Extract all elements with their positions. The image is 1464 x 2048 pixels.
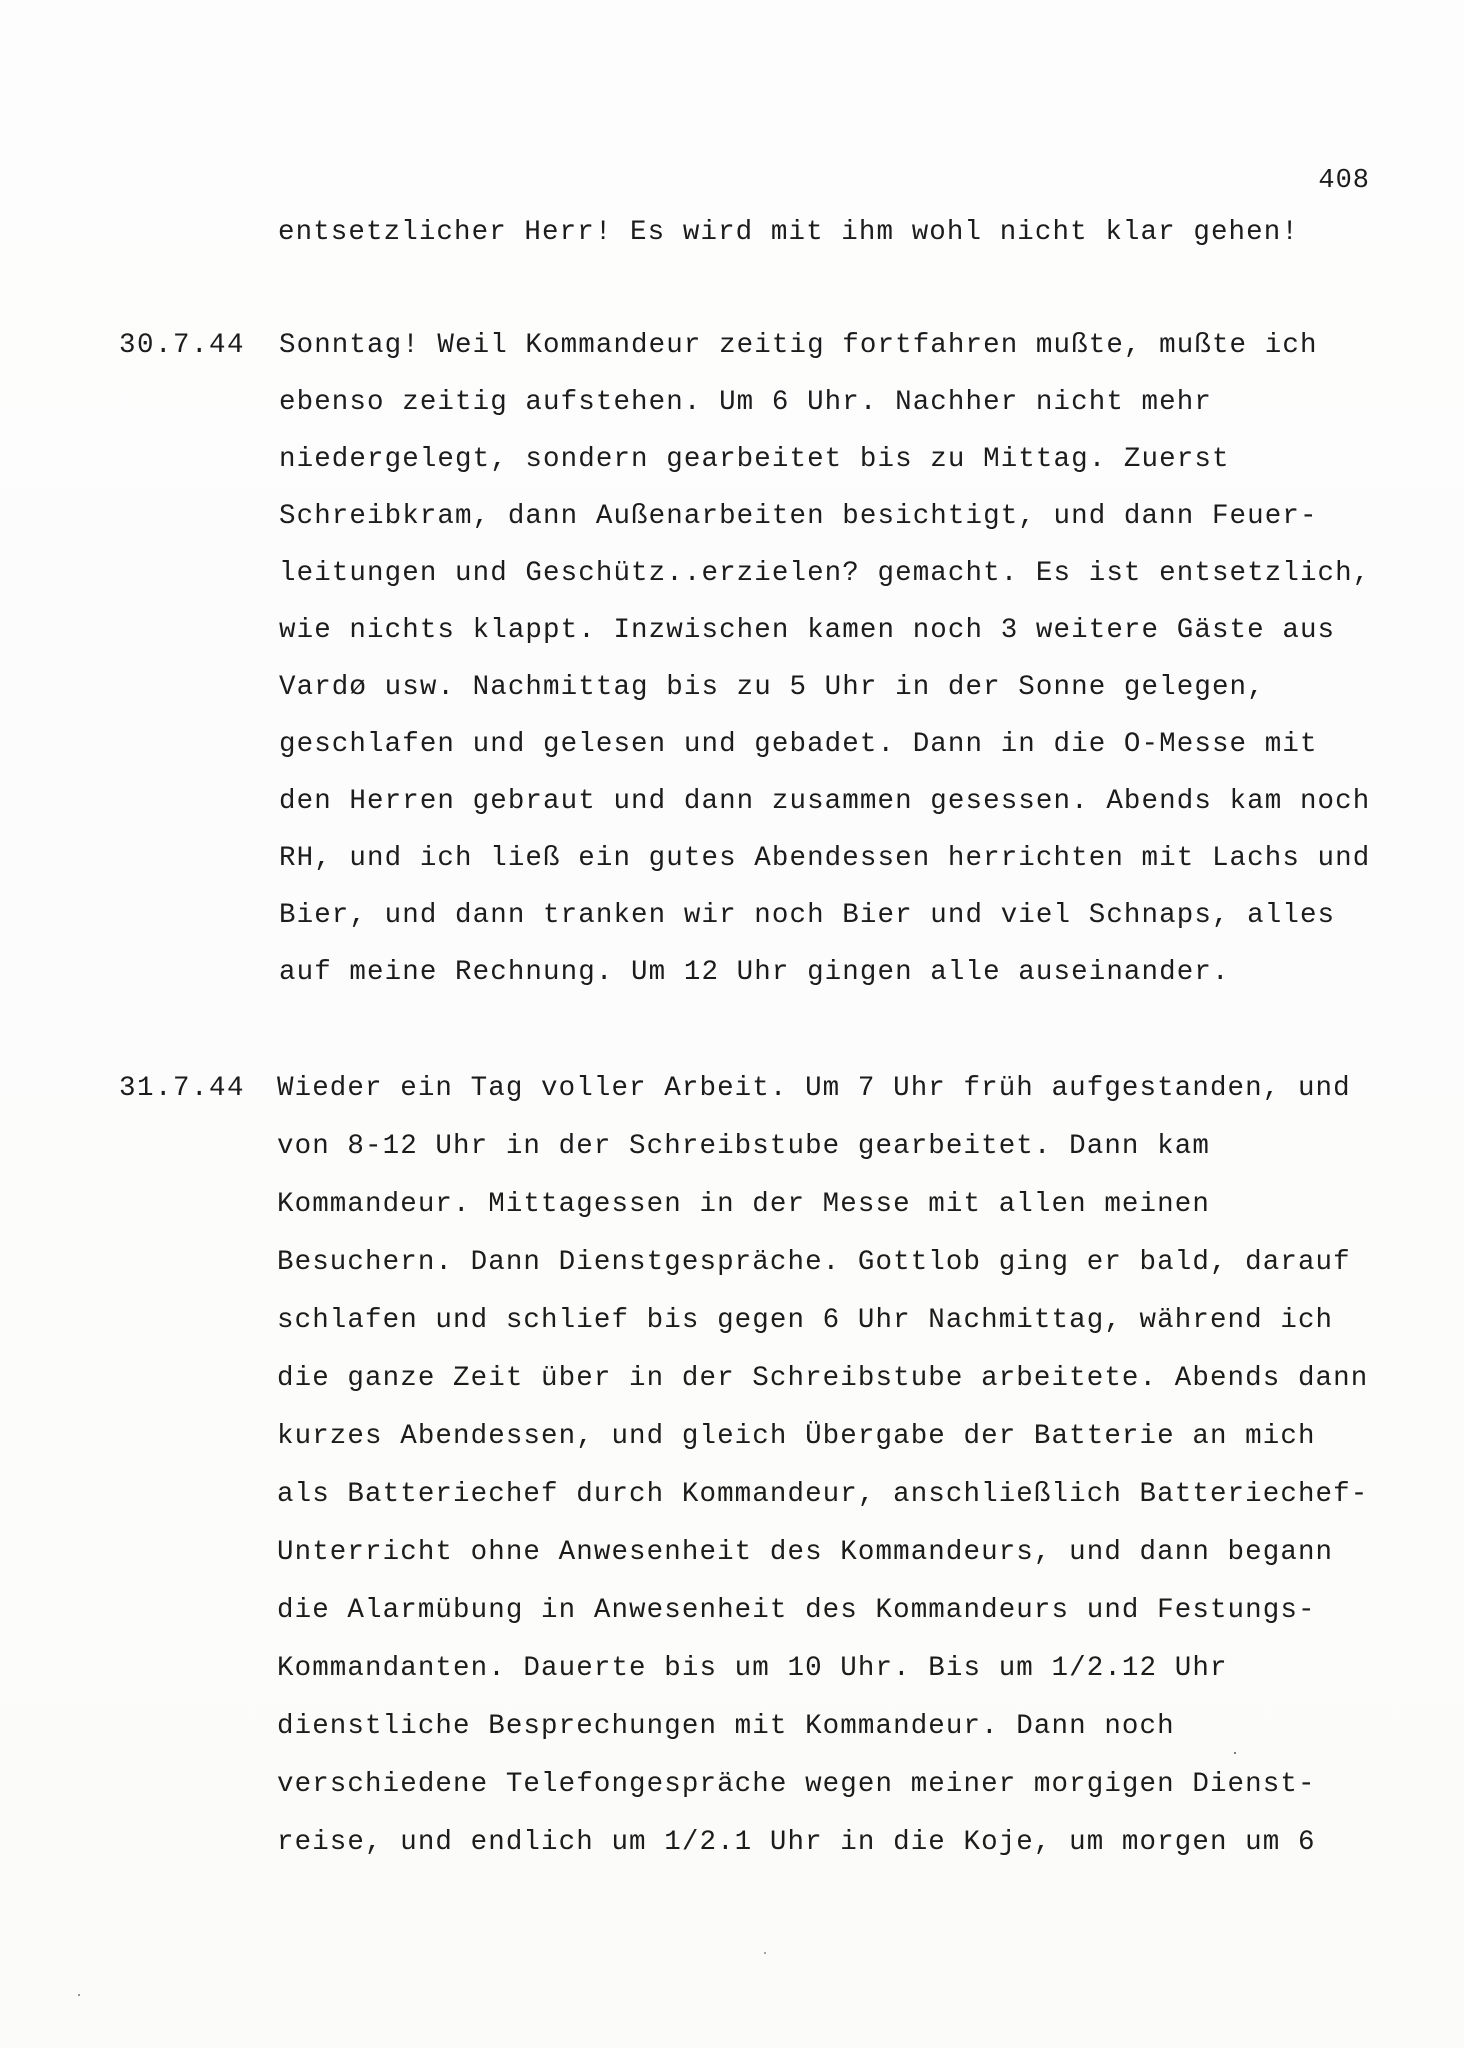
entry-2-line-7: kurzes Abendessen, und gleich Übergabe der Batterie an mich (277, 1421, 1316, 1452)
entry-2-line-14: reise, und endlich um 1/2.1 Uhr in die Koje, um morgen um 6 (277, 1827, 1316, 1858)
entry-1-line-5: leitungen und Geschütz..erzielen? gemacht. Es ist entsetzlich, (279, 558, 1371, 589)
entry-2-line-13: verschiedene Telefongespräche wegen meiner morgigen Dienst- (277, 1769, 1316, 1800)
entry-2-line-2: von 8-12 Uhr in der Schreibstube gearbeitet. Dann kam (277, 1131, 1210, 1162)
page-number: 408 (1318, 166, 1370, 196)
entry-2-line-4: Besuchern. Dann Dienstgespräche. Gottlob ging er bald, darauf (277, 1247, 1351, 1278)
entry-date-2: 31.7.44 (119, 1073, 246, 1104)
continuation-line: entsetzlicher Herr! Es wird mit ihm wohl nicht klar gehen! (278, 217, 1299, 248)
entry-2-line-1: Wieder ein Tag voller Arbeit. Um 7 Uhr früh aufgestanden, und (277, 1073, 1351, 1104)
entry-1-line-7: Vardø usw. Nachmittag bis zu 5 Uhr in der Sonne gelegen, (279, 672, 1265, 703)
entry-2-line-8: als Batteriechef durch Kommandeur, anschließlich Batteriechef- (277, 1479, 1369, 1510)
entry-1-line-10: RH, und ich ließ ein gutes Abendessen herrichten mit Lachs und (279, 843, 1371, 874)
entry-1-line-6: wie nichts klappt. Inzwischen kamen noch 3 weitere Gäste aus (279, 615, 1336, 646)
entry-1-line-11: Bier, und dann tranken wir noch Bier und viel Schnaps, alles (279, 900, 1336, 931)
entry-2-line-5: schlafen und schlief bis gegen 6 Uhr Nachmittag, während ich (277, 1305, 1334, 1336)
entry-2-line-3: Kommandeur. Mittagessen in der Messe mit allen meinen (277, 1189, 1210, 1220)
entry-1-line-3: niedergelegt, sondern gearbeitet bis zu Mittag. Zuerst (279, 444, 1230, 475)
entry-1-line-9: den Herren gebraut und dann zusammen gesessen. Abends kam noch (279, 786, 1371, 817)
entry-1-line-12: auf meine Rechnung. Um 12 Uhr gingen alle auseinander. (279, 957, 1230, 988)
entry-2-line-11: Kommandanten. Dauerte bis um 10 Uhr. Bis um 1/2.12 Uhr (277, 1653, 1228, 1684)
scan-speck (1234, 1752, 1236, 1754)
entry-date-1: 30.7.44 (119, 330, 246, 361)
entry-2-line-12: dienstliche Besprechungen mit Kommandeur. Dann noch (277, 1711, 1175, 1742)
entry-1-line-8: geschlafen und gelesen und gebadet. Dann in die O-Messe mit (279, 729, 1318, 760)
scan-speck (764, 1952, 766, 1954)
entry-2-line-9: Unterricht ohne Anwesenheit des Kommandeurs, und dann begann (277, 1537, 1334, 1568)
scan-speck (78, 1994, 80, 1996)
entry-1-line-1: Sonntag! Weil Kommandeur zeitig fortfahren mußte, mußte ich (279, 330, 1318, 361)
entry-1-line-4: Schreibkram, dann Außenarbeiten besichtigt, und dann Feuer- (279, 501, 1318, 532)
entry-2-line-10: die Alarmübung in Anwesenheit des Kommandeurs und Festungs- (277, 1595, 1316, 1626)
entry-1-line-2: ebenso zeitig aufstehen. Um 6 Uhr. Nachher nicht mehr (279, 387, 1212, 418)
entry-2-line-6: die ganze Zeit über in der Schreibstube arbeitete. Abends dann (277, 1363, 1369, 1394)
